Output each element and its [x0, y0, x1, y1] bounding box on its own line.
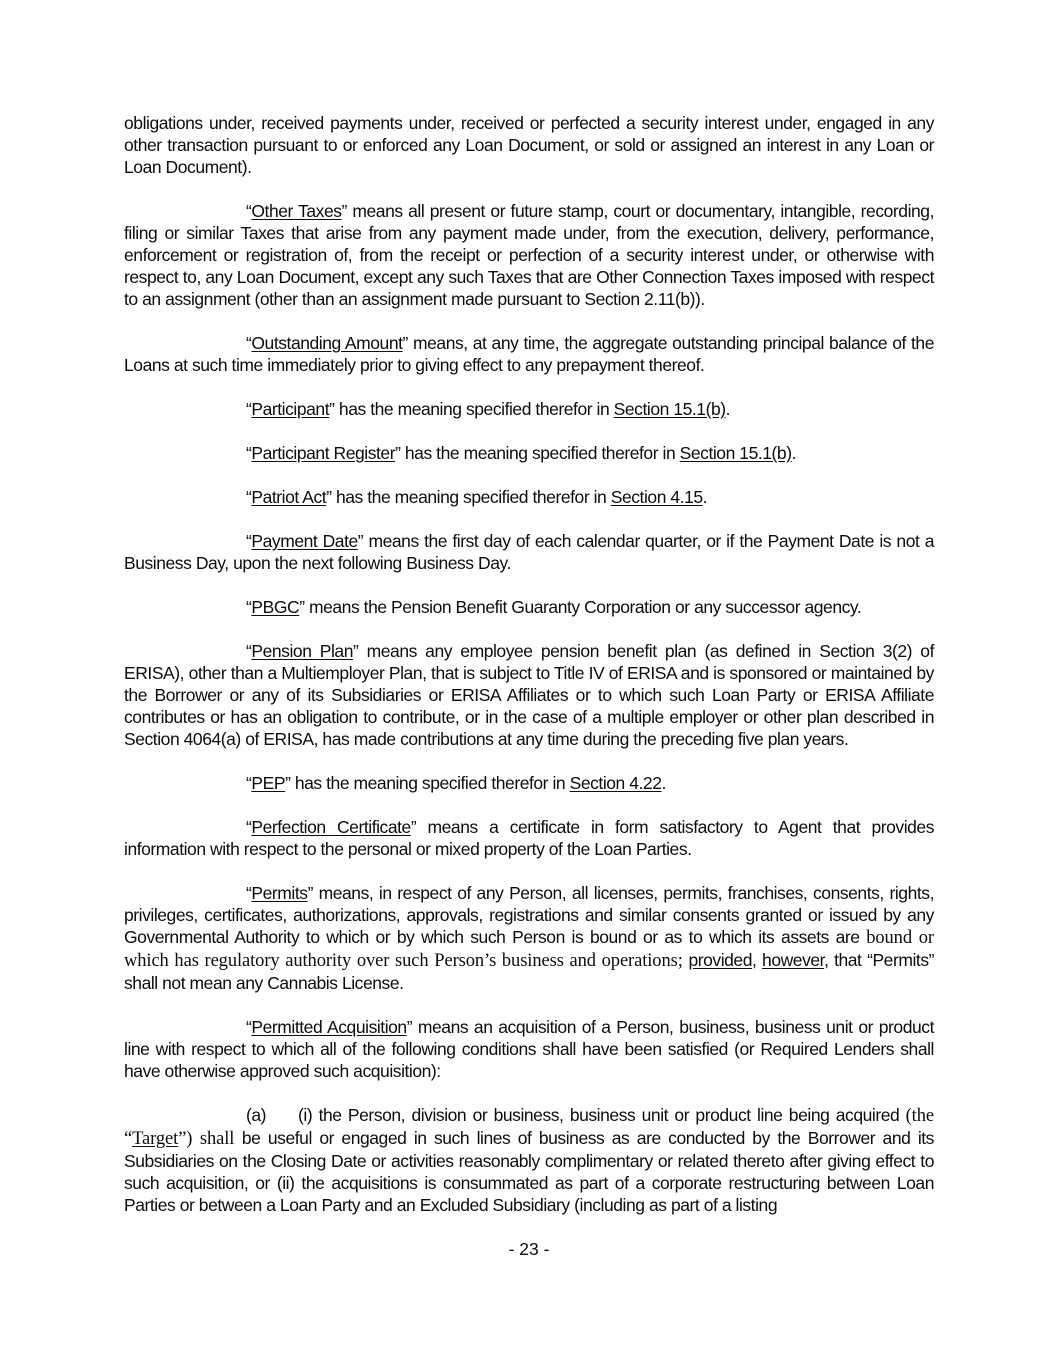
text-run: “ — [246, 201, 252, 221]
defined-term: Permits — [251, 883, 308, 903]
text-run: ” has the meaning specified therefor in — [329, 399, 614, 419]
defined-term: Pension Plan — [251, 641, 353, 661]
text-run: ” has the meaning specified therefor in — [395, 443, 680, 463]
text-run: “ — [246, 487, 252, 507]
text-run: “ — [246, 531, 252, 551]
definition-payment-date — [124, 530, 934, 574]
definition-outstanding-amount — [124, 332, 934, 376]
defined-term: PEP — [251, 773, 286, 793]
text-run: (i) the Person, division or business, business unit or product line being acquired — [298, 1105, 906, 1125]
text-run: “ — [246, 817, 252, 837]
definition-participant-register — [124, 442, 934, 464]
text-run: . — [661, 773, 666, 793]
definition-participant — [124, 398, 934, 420]
text-run: ” means an acquisition of a Person, business, business unit or product line with respect to which all of the following conditions shall have been satisfied (or Required Lenders shall have otherwise approved such acquisition): — [124, 1017, 934, 1081]
text-run: ” means all present or future stamp, court or documentary, intangible, recording, filing or similar Taxes that arise from any payment made under, from the execution, delivery, performance, enforcement or registration of, from the receipt or perfection of a security interest under, or otherwise with respect to, any Loan Document, except any such Taxes that are Other Connection Taxes imposed with respect to an assignment (other than an assignment made pursuant to Section 2.11(b)). — [124, 201, 934, 309]
text-run: . — [791, 443, 797, 463]
defined-term: however — [762, 950, 825, 970]
definition-pbgc — [124, 596, 934, 618]
text-run: . — [702, 487, 708, 507]
defined-term: Participant Register — [251, 443, 396, 463]
text-run: “ — [246, 399, 252, 419]
text-run: “ — [246, 641, 252, 661]
defined-term: Participant — [251, 399, 330, 419]
defined-term: Section 15.1(b) — [679, 443, 792, 463]
defined-term: Target — [132, 1129, 179, 1149]
text-run: (the “ — [124, 1106, 934, 1149]
text-run: “ — [246, 597, 252, 617]
clause-a — [124, 1104, 934, 1216]
text-run: , — [752, 950, 763, 970]
text-run: “ — [246, 1017, 252, 1037]
defined-term: Payment Date — [251, 531, 358, 551]
text-run: bound or which has regulatory authority over such Person’s business and operations; — [124, 928, 934, 971]
text-run: obligations under, received payments under, received or perfected a security interest under, engaged in any other transaction pursuant to or enforced any Loan Document, or sold or assigned an interest in any Loan or Loan Document). — [124, 113, 934, 177]
defined-term: Section 15.1(b) — [613, 399, 726, 419]
text-run: ”) shall — [178, 1129, 242, 1149]
definition-permits — [124, 882, 934, 994]
definition-patriot-act — [124, 486, 934, 508]
text-run: . — [725, 399, 731, 419]
defined-term: Other Taxes — [251, 201, 342, 221]
text-run: ” means the Pension Benefit Guaranty Corporation or any successor agency. — [299, 597, 862, 617]
text-run: , that “Permits” shall not mean any Cannabis License. — [124, 950, 934, 993]
defined-term: Permitted Acquisition — [251, 1017, 407, 1037]
defined-term: Perfection Certificate — [251, 817, 411, 837]
page-number: - 23 - — [508, 1239, 550, 1259]
text-run: be useful or engaged in such lines of business as are conducted by the Borrower and its Subsidiaries on the Closing Date or activities reasonably complimentary or related thereto after giving effect to such acquisition, or (ii) the acquisitions is consummated as part of a corporate restructuring between Loan Parties or between a Loan Party and an Excluded Subsidiary (including as part of a listing — [124, 1128, 934, 1215]
text-run: ” means, at any time, the aggregate outstanding principal balance of the Loans at such time immediately prior to giving effect to any prepayment thereof. — [124, 333, 934, 375]
text-run: ” has the meaning specified therefor in — [285, 773, 570, 793]
definition-other-taxes — [124, 200, 934, 310]
text-run: ” means any employee pension benefit plan (as defined in Section 3(2) of ERISA), other than a Multiemployer Plan, that is subject to Title IV of ERISA and is sponsored or maintained by the Borrower or any of its Subsidiaries or ERISA Affiliates or to which such Loan Party or ERISA Affiliate contributes or has an obligation to contribute, or in the case of a multiple employer or other plan described in Section 4064(a) of ERISA, has made contributions at any time during the preceding five plan years. — [124, 641, 934, 749]
text-run: “ — [246, 883, 252, 903]
text-run: “ — [246, 773, 252, 793]
definition-pension-plan — [124, 640, 934, 750]
text-run: ” means the first day of each calendar quarter, or if the Payment Date is not a Business Day, upon the next following Business Day. — [124, 531, 934, 573]
text-run: ” means, in respect of any Person, all licenses, permits, franchises, consents, rights, privileges, certificates, authorizations, approvals, registrations and similar consents granted or issued by any Governmental Authority to which or by which such Person is bound or as to which its assets are — [124, 883, 934, 947]
defined-term: Patriot Act — [251, 487, 327, 507]
defined-term: provided — [688, 950, 752, 970]
defined-term: Section 4.22 — [569, 773, 662, 793]
definition-perfection-certificate — [124, 816, 934, 860]
text-run: “ — [246, 333, 252, 353]
document-text — [124, 112, 934, 1216]
text-run: “ — [246, 443, 252, 463]
defined-term: PBGC — [251, 597, 300, 617]
paragraph-continuation-obligations — [124, 112, 934, 178]
text-run: (a) — [246, 1105, 267, 1125]
text-run: ” means a certificate in form satisfactory to Agent that provides information with respect to the personal or mixed property of the Loan Parties. — [124, 817, 934, 859]
defined-term: Section 4.15 — [610, 487, 703, 507]
defined-term: Outstanding Amount — [251, 333, 403, 353]
definition-permitted-acquisition — [124, 1016, 934, 1082]
text-run: ” has the meaning specified therefor in — [326, 487, 611, 507]
definition-pep — [124, 772, 934, 794]
